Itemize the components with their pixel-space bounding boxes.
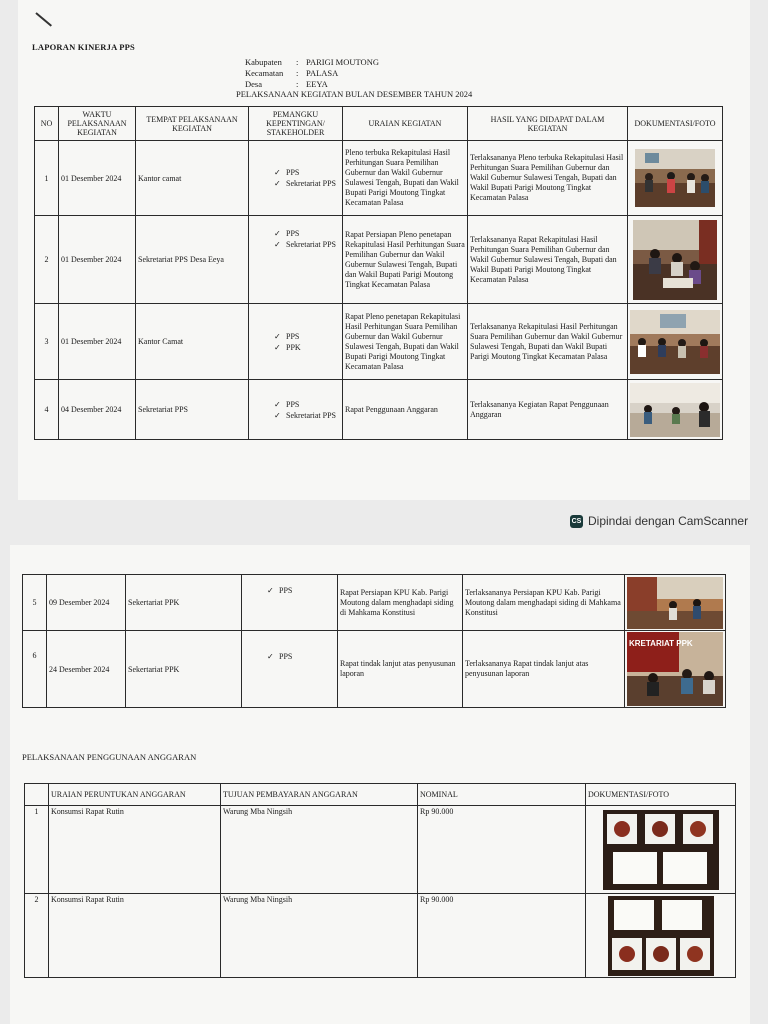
check-icon: ✓ bbox=[274, 168, 281, 177]
row-number: 1 bbox=[25, 806, 49, 894]
meta-row-kecamatan bbox=[245, 68, 379, 79]
row-description: Rapat tindak lanjut atas penyusunan laporan bbox=[338, 631, 463, 708]
meta-value: PARIGI MOUTONG bbox=[306, 57, 379, 67]
meta-row-kabupaten bbox=[245, 57, 379, 68]
row-photo bbox=[628, 304, 723, 380]
table-row bbox=[35, 216, 723, 304]
stakeholder-item bbox=[274, 178, 340, 189]
check-icon: ✓ bbox=[267, 586, 274, 595]
check-icon: ✓ bbox=[274, 229, 281, 238]
meta-key: Kabupaten bbox=[245, 57, 282, 67]
meeting-photo bbox=[630, 310, 720, 374]
table-row bbox=[25, 894, 736, 978]
column-header: HASIL YANG DIDAPAT DALAM KEGIATAN bbox=[468, 107, 628, 141]
row-purpose: Konsumsi Rapat Rutin bbox=[49, 894, 221, 978]
column-header: URAIAN PERUNTUKAN ANGGARAN bbox=[49, 784, 221, 806]
row-result: Terlaksananya Rekapitulasi Hasil Perhitungan Suara Pemilihan Gubernur dan Wakil Gubernur Sulawesi Tengah, Bupati dan Wakil Bupati Parigi Moutong Tingkat Kecamatan Palasa bbox=[468, 304, 628, 380]
row-place: Sekertariat PPK bbox=[126, 575, 242, 631]
stakeholder-label: Sekretariat PPS bbox=[286, 240, 336, 249]
camscanner-watermark bbox=[570, 514, 748, 528]
row-result: Terlaksananya Persiapan KPU Kab. Parigi Moutong dalam menghadapi siding di Mahkama Konstitusi bbox=[463, 575, 625, 631]
row-date: 01 Desember 2024 bbox=[59, 141, 136, 216]
meta-key: Desa bbox=[245, 79, 262, 89]
column-header: PEMANGKU KEPENTINGAN/ STAKEHOLDER bbox=[249, 107, 343, 141]
column-header: DOKUMENTASI/FOTO bbox=[628, 107, 723, 141]
stakeholder-item bbox=[267, 651, 335, 662]
photo-sign-text: KRETARIAT PPK bbox=[629, 639, 693, 648]
table-row bbox=[23, 575, 726, 631]
row-photo bbox=[586, 806, 736, 894]
meta-separator: : bbox=[296, 57, 299, 67]
row-number: 3 bbox=[35, 304, 59, 380]
table-row bbox=[35, 304, 723, 380]
budget-section-title: PELAKSANAAN PENGGUNAAN ANGGARAN bbox=[22, 752, 197, 762]
row-stakeholders bbox=[249, 216, 343, 304]
stakeholder-label: PPK bbox=[286, 342, 301, 352]
row-stakeholders bbox=[249, 141, 343, 216]
row-date: 01 Desember 2024 bbox=[59, 304, 136, 380]
row-result: Terlaksananya Pleno terbuka Rekapitulasi Hasil Perhitungan Suara Pemilihan Gubernur dan Wakil Gubernur Sulawesi Tengah, Bupati dan Wakil Bupati Parigi Moutong Tingkat Kecamatan Palasa bbox=[468, 141, 628, 216]
row-photo bbox=[628, 380, 723, 440]
row-description: Rapat Persiapan KPU Kab. Parigi Moutong dalam menghadapi siding di Mahkama Konstitusi bbox=[338, 575, 463, 631]
row-number: 5 bbox=[23, 575, 47, 631]
row-place: Sekretariat PPS Desa Eeya bbox=[136, 216, 249, 304]
stakeholder-label: PPS bbox=[279, 652, 293, 661]
row-amount: Rp 90.000 bbox=[418, 894, 586, 978]
row-result: Terlaksananya Kegiatan Rapat Penggunaan Anggaran bbox=[468, 380, 628, 440]
food-box-photo bbox=[603, 810, 719, 890]
row-stakeholders bbox=[249, 380, 343, 440]
activity-table bbox=[34, 106, 723, 440]
stakeholder-label: PPS bbox=[286, 229, 300, 238]
meeting-photo bbox=[627, 577, 723, 629]
row-number: 4 bbox=[35, 380, 59, 440]
meta-key: Kecamatan bbox=[245, 68, 284, 78]
table-row bbox=[35, 141, 723, 216]
stakeholder-item bbox=[274, 342, 340, 353]
row-date: 24 Desember 2024 bbox=[47, 631, 126, 708]
check-icon: ✓ bbox=[274, 179, 281, 188]
check-icon: ✓ bbox=[274, 342, 281, 352]
column-header: NO bbox=[35, 107, 59, 141]
camscanner-logo-icon: CS bbox=[570, 515, 583, 528]
stakeholder-item bbox=[267, 585, 335, 596]
row-result: Terlaksananya Rapat Rekapitulasi Hasil Perhitungan Suara Pemilihan Gubernur dan Wakil Gubernur Sulawesi Tengah, Bupati dan Wakil Bupati Parigi Moutong Tingkat Kecamatan Palasa bbox=[468, 216, 628, 304]
meta-separator: : bbox=[296, 68, 299, 78]
table-header-row bbox=[25, 784, 736, 806]
column-header: WAKTU PELAKSANAAN KEGIATAN bbox=[59, 107, 136, 141]
row-date: 09 Desember 2024 bbox=[47, 575, 126, 631]
row-date: 01 Desember 2024 bbox=[59, 216, 136, 304]
column-header: TUJUAN PEMBAYARAN ANGGARAN bbox=[221, 784, 418, 806]
report-title: LAPORAN KINERJA PPS bbox=[32, 42, 135, 52]
meeting-photo bbox=[633, 220, 717, 300]
meta-separator: : bbox=[296, 79, 299, 89]
row-description: Pleno terbuka Rekapitulasi Hasil Perhitungan Suara Pemilihan Gubernur dan Wakil Gubernur Sulawesi Tengah, Bupati dan Wakil Bupati Parigi Moutong Tingkat Kecamatan Palasa bbox=[343, 141, 468, 216]
column-header: URAIAN KEGIATAN bbox=[343, 107, 468, 141]
table-row bbox=[23, 631, 726, 708]
table-row bbox=[25, 806, 736, 894]
table-row bbox=[35, 380, 723, 440]
row-place: Sekertariat PPK bbox=[126, 631, 242, 708]
meta-value: PALASA bbox=[306, 68, 339, 78]
stakeholder-item bbox=[274, 239, 340, 250]
activity-table-continued bbox=[22, 574, 726, 708]
row-photo bbox=[625, 631, 726, 708]
row-result: Terlaksananya Rapat tindak lanjut atas penyusunan laporan bbox=[463, 631, 625, 708]
row-photo bbox=[628, 216, 723, 304]
camscanner-text: Dipindai dengan CamScanner bbox=[588, 514, 749, 528]
column-header: TEMPAT PELAKSANAAN KEGIATAN bbox=[136, 107, 249, 141]
check-icon: ✓ bbox=[274, 240, 281, 249]
row-description: Rapat Persiapan Pleno penetapan Rekapitulasi Hasil Perhitungan Suara Pemilihan Gubernur dan Wakil Gubernur Sulawesi Tengah, Bupati dan Wakil Bupati Parigi Moutong Tingkat Kecamatan Palasa bbox=[343, 216, 468, 304]
row-purpose: Konsumsi Rapat Rutin bbox=[49, 806, 221, 894]
meeting-photo bbox=[635, 149, 715, 207]
column-header bbox=[25, 784, 49, 806]
stakeholder-label: PPS bbox=[279, 586, 293, 595]
row-place: Kantor camat bbox=[136, 141, 249, 216]
meeting-photo bbox=[627, 632, 723, 706]
row-stakeholders bbox=[242, 575, 338, 631]
budget-table bbox=[24, 783, 736, 978]
stakeholder-label: PPS bbox=[286, 399, 300, 409]
row-photo bbox=[586, 894, 736, 978]
check-icon: ✓ bbox=[274, 410, 281, 420]
row-photo bbox=[628, 141, 723, 216]
stakeholder-item bbox=[274, 331, 340, 342]
table-header-row bbox=[35, 107, 723, 141]
row-payee: Warung Mba Ningsih bbox=[221, 894, 418, 978]
row-number: 1 bbox=[35, 141, 59, 216]
food-box-photo bbox=[608, 896, 714, 976]
stakeholder-label: PPS bbox=[286, 168, 300, 177]
row-amount: Rp 90.000 bbox=[418, 806, 586, 894]
stakeholder-label: Sekretariat PPS bbox=[286, 410, 336, 420]
row-stakeholders bbox=[249, 304, 343, 380]
row-photo bbox=[625, 575, 726, 631]
row-place: Kantor Camat bbox=[136, 304, 249, 380]
row-date: 04 Desember 2024 bbox=[59, 380, 136, 440]
row-description: Rapat Pleno penetapan Rekapitulasi Hasil Perhitungan Suara Pemilihan Gubernur dan Wakil Gubernur Sulawesi Tengah, Bupati dan Wakil Bupati Parigi Moutong Tingkat Kecamatan Palasa bbox=[343, 304, 468, 380]
row-payee: Warung Mba Ningsih bbox=[221, 806, 418, 894]
stakeholder-item bbox=[274, 410, 340, 421]
row-place: Sekretariat PPS bbox=[136, 380, 249, 440]
stakeholder-item bbox=[274, 167, 340, 178]
check-icon: ✓ bbox=[274, 331, 281, 341]
report-subtitle: PELAKSANAAN KEGIATAN BULAN DESEMBER TAHUN 2024 bbox=[236, 89, 473, 99]
row-number: 2 bbox=[25, 894, 49, 978]
meta-value: EEYA bbox=[306, 79, 328, 89]
report-meta bbox=[245, 57, 379, 90]
check-icon: ✓ bbox=[274, 399, 281, 409]
stakeholder-label: Sekretariat PPS bbox=[286, 179, 336, 188]
column-header: NOMINAL bbox=[418, 784, 586, 806]
stakeholder-label: PPS bbox=[286, 331, 300, 341]
row-number: 6 bbox=[23, 631, 47, 708]
row-description: Rapat Penggunaan Anggaran bbox=[343, 380, 468, 440]
check-icon: ✓ bbox=[267, 652, 274, 661]
row-stakeholders bbox=[242, 631, 338, 708]
stakeholder-item bbox=[274, 228, 340, 239]
stakeholder-item bbox=[274, 399, 340, 410]
column-header: DOKUMENTASI/FOTO bbox=[586, 784, 736, 806]
meeting-photo bbox=[630, 383, 720, 437]
row-number: 2 bbox=[35, 216, 59, 304]
